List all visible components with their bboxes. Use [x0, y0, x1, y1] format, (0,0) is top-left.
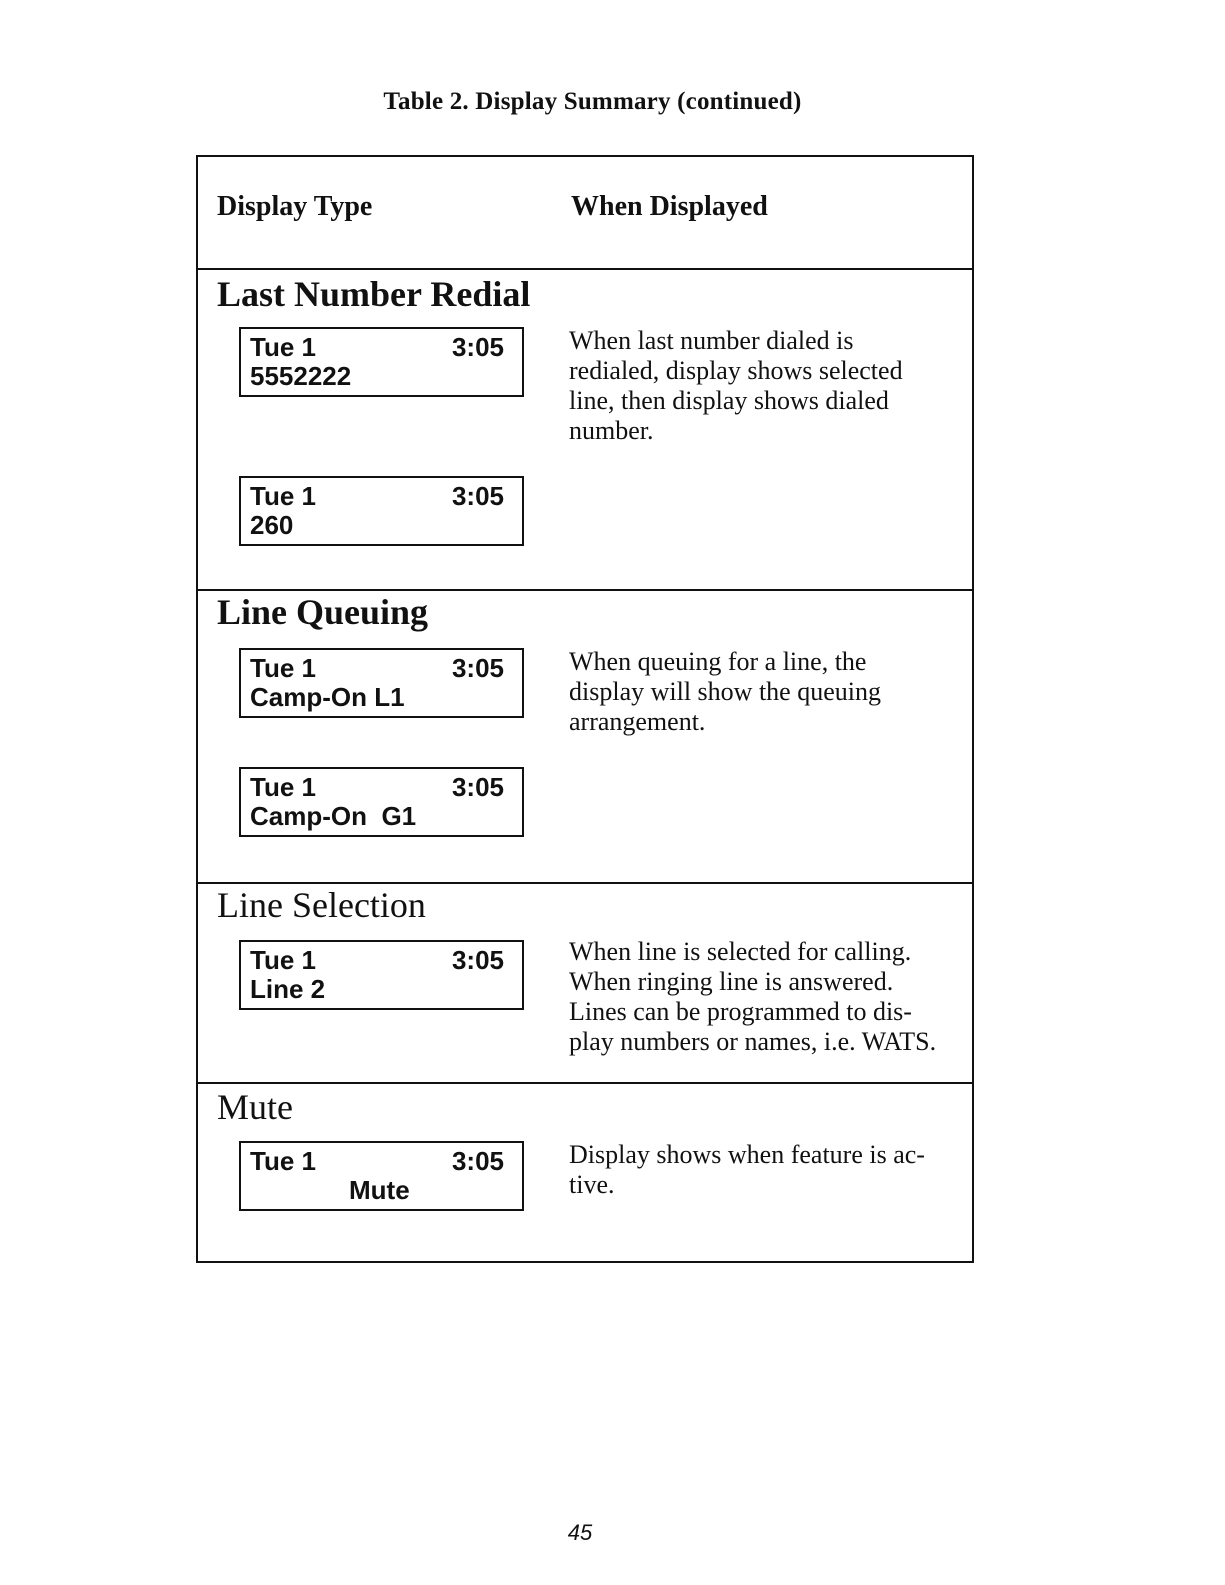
section-title: Line Selection	[217, 885, 426, 925]
table-header	[196, 155, 974, 270]
description-line: When queuing for a line, the	[569, 647, 867, 676]
section-line-selection	[196, 884, 974, 1084]
description-line: When line is selected for calling.	[569, 937, 912, 966]
description-line: display will show the queuing	[569, 677, 881, 706]
lcd-line2: Camp-On L1	[250, 682, 405, 712]
lcd-time: 3:05	[451, 481, 504, 511]
lcd-time: 3:05	[451, 945, 504, 975]
lcd-time: 3:05	[451, 772, 504, 802]
lcd-day: Tue 1	[250, 945, 316, 975]
description-line: number.	[569, 416, 654, 445]
lcd-line2: 260	[250, 510, 294, 540]
section-mute	[196, 1084, 974, 1261]
lcd-day: Tue 1	[250, 1146, 316, 1176]
lcd-time: 3:05	[451, 1146, 504, 1176]
page-number: 45	[567, 1520, 593, 1545]
lcd-display	[239, 1141, 524, 1211]
description-line: When ringing line is answered.	[569, 967, 894, 996]
section-description	[569, 937, 969, 1057]
section-title: Last Number Redial	[217, 274, 531, 314]
lcd-line2: Camp-On G1	[250, 801, 417, 831]
lcd-line2: Mute	[349, 1175, 410, 1205]
lcd-display	[239, 476, 524, 546]
lcd-time: 3:05	[451, 653, 504, 683]
column-header-when-displayed: When Displayed	[571, 191, 768, 222]
lcd-time: 3:05	[451, 332, 504, 362]
lcd-line2: 5552222	[250, 361, 352, 391]
description-line: Lines can be programmed to dis-	[569, 997, 912, 1026]
lcd-display	[239, 767, 524, 837]
lcd-day: Tue 1	[250, 772, 316, 802]
description-line: tive.	[569, 1170, 615, 1199]
table-title: Table 2. Display Summary (continued)	[383, 88, 802, 115]
section-description	[569, 326, 969, 446]
section-line-queuing	[196, 591, 974, 884]
description-line: line, then display shows dialed	[569, 386, 889, 415]
description-line: redialed, display shows selected	[569, 356, 903, 385]
lcd-day: Tue 1	[250, 481, 316, 511]
section-last-number-redial	[196, 270, 974, 591]
lcd-line2: Line 2	[250, 974, 326, 1004]
description-line: When last number dialed is	[569, 326, 854, 355]
lcd-display	[239, 648, 524, 718]
section-title: Mute	[217, 1087, 293, 1127]
lcd-display	[239, 940, 524, 1010]
section-description	[569, 1140, 969, 1200]
description-line: Display shows when feature is ac-	[569, 1140, 925, 1169]
lcd-day: Tue 1	[250, 653, 316, 683]
lcd-day: Tue 1	[250, 332, 316, 362]
lcd-display	[239, 327, 524, 397]
description-line: play numbers or names, i.e. WATS.	[569, 1027, 937, 1056]
section-description	[569, 647, 969, 737]
section-title: Line Queuing	[217, 592, 429, 632]
column-header-display-type: Display Type	[217, 191, 373, 222]
description-line: arrangement.	[569, 707, 706, 736]
